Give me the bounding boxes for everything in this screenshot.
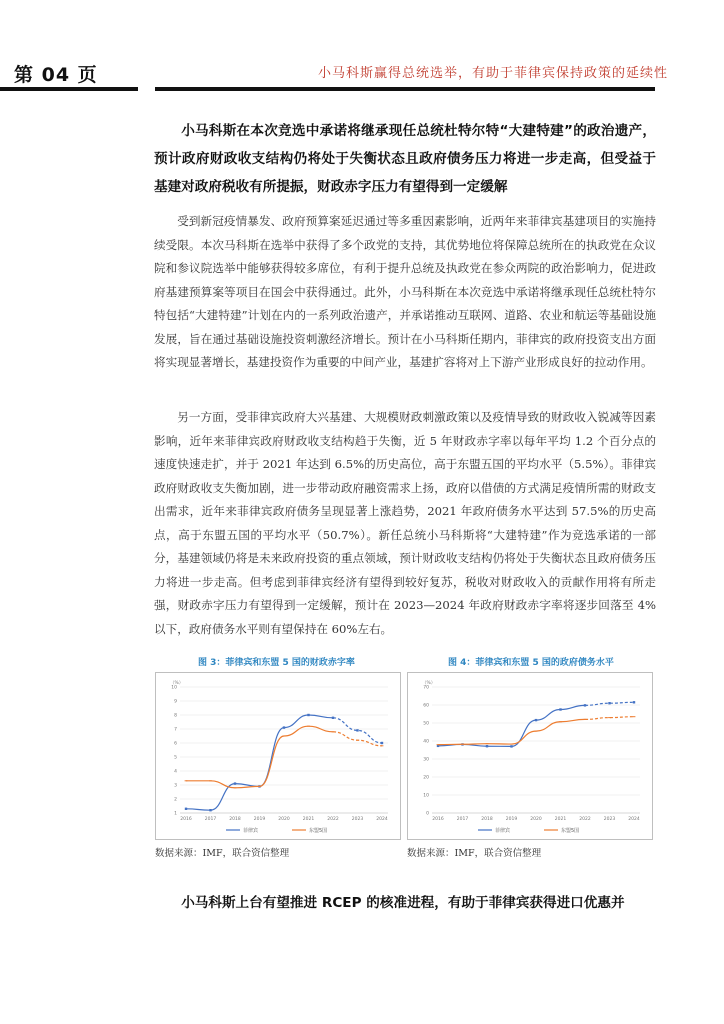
y-tick-label: 5	[174, 755, 177, 761]
data-point	[559, 708, 561, 710]
data-point	[209, 809, 211, 811]
body-paragraph: 受到新冠疫情暴发、政府预算案延迟通过等多重因素影响，近两年来菲律宾基建项目的实施持续受限。本次马科斯在选举中获得了多个政党的支持，其优势地位将保障总统所在的执政党在众议院和参议院选举中能够获得较多席位，有利于提升总统及执政党在参众两院的政治影响力，促进政府基建预算案等项目在国会中获得通过。此外，小马科斯在本次竞选中承诺将继承现任总统杜特尔特包括“大建特建”计划在内的一系列政治遗产，并承诺推动互联网、道路、农业和航运等基础设施发展，旨在通过基础设施投资刺激经济增长。预计在小马科斯任期内，菲律宾的政府投资支出方面将实现显著增长，基建投资作为重要的中间产业，基建扩容将对上下游产业形成良好的拉动作用。	[154, 214, 656, 369]
figure-3-source: 数据来源：IMF，联合资信整理	[155, 848, 290, 859]
figure-4-source: 数据来源：IMF，联合资信整理	[407, 848, 542, 859]
data-point	[283, 736, 286, 737]
legend-label: 东盟5国	[309, 827, 328, 834]
x-tick-label: 2023	[603, 817, 616, 822]
page-number: 第 04 页	[14, 64, 98, 86]
legend-label: 菲律宾	[495, 827, 511, 834]
legend-label: 菲律宾	[243, 827, 259, 834]
data-point	[185, 808, 187, 810]
data-point	[486, 743, 489, 744]
data-point	[486, 745, 488, 747]
data-point	[535, 719, 537, 721]
figure-4-chart	[407, 672, 653, 840]
x-tick-label: 2017	[204, 817, 217, 822]
data-point	[584, 719, 587, 720]
x-tick-label: 2016	[432, 817, 444, 822]
data-point	[258, 786, 261, 787]
series-forecast-1	[333, 732, 382, 746]
figure-3-chart	[155, 672, 401, 840]
y-tick-label: 7	[174, 727, 177, 733]
series-line-0	[438, 705, 585, 746]
data-point	[381, 742, 383, 744]
data-point	[234, 787, 237, 788]
y-tick-label: 30	[423, 757, 429, 763]
x-tick-label: 2018	[229, 817, 241, 822]
y-tick-label: 50	[423, 721, 429, 727]
data-point	[234, 782, 236, 784]
y-axis-label: （%）	[422, 681, 436, 686]
y-tick-label: 4	[174, 769, 177, 775]
x-tick-label: 2022	[579, 817, 591, 822]
data-point	[608, 702, 610, 704]
y-axis-label: （%）	[170, 681, 184, 686]
y-tick-label: 10	[171, 685, 177, 691]
data-point	[332, 717, 334, 719]
data-point	[209, 780, 212, 781]
x-tick-label: 2020	[530, 817, 542, 822]
body-paragraph: 另一方面，受菲律宾政府大兴基建、大规模财政刺激政策以及疫情导致的财政收入锐减等因素影响，近年来菲律宾政府财政收支结构趋于失衡，近 5 年财政赤字率以每年平均 1.2 个百分点的速度快速走扩，并于 2021 年达到 6.5%的历史高位，高于东盟五国的平均水平（5.5%）。菲律宾政府财政收支失衡加剧，进一步带动政府融资需求上扬，政府以借债的方式满足疫情所需的财政支出需求，近年来菲律宾政府债务呈现显著上涨趋势，2021 年政府债务水平达到 57.5%的历史高点，高于东盟五国的平均水平（50.7%）。新任总统小马科斯将“大建特建”作为竞选承诺的一部分，基建领域仍将是未来政府投资的重点领域，预计财政收支结构仍将处于失衡状态且政府债务压力将进一步走高。但考虑到菲律宾经济有望得到较好复苏，税收对财政收入的贡献作用将有所走强，财政赤字压力有望得到一定缓解，预计在 2023—2024 年政府财政赤字率将逐步回落至 4%以下，政府债务水平则有望保持在 60%左右。	[154, 410, 656, 636]
figure-4-title: 图 4：菲律宾和东盟 5 国的政府债务水平	[448, 658, 614, 668]
x-tick-label: 2019	[253, 817, 266, 822]
x-tick-label: 2024	[628, 817, 640, 822]
y-tick-label: 20	[423, 775, 429, 781]
x-tick-label: 2023	[351, 817, 364, 822]
x-tick-label: 2020	[278, 817, 290, 822]
data-point	[510, 744, 513, 745]
y-tick-label: 3	[174, 783, 177, 789]
x-tick-label: 2021	[554, 817, 567, 822]
debt-chart-svg	[408, 673, 652, 839]
data-point	[283, 726, 285, 728]
header-rule-left	[0, 87, 138, 91]
x-tick-label: 2024	[376, 817, 388, 822]
data-point	[461, 744, 464, 745]
x-tick-label: 2017	[456, 817, 469, 822]
y-tick-label: 70	[423, 685, 429, 691]
header-rule-right	[155, 87, 655, 91]
data-point	[510, 745, 512, 747]
data-point	[356, 740, 359, 741]
y-tick-label: 60	[423, 703, 429, 709]
data-point	[381, 745, 384, 746]
y-tick-label: 9	[174, 699, 177, 705]
x-tick-label: 2019	[505, 817, 518, 822]
data-point	[307, 726, 310, 727]
section-heading-2: 小马科斯上台有望推进 RCEP 的核准进程，有助于菲律宾获得进口优惠并	[181, 895, 625, 911]
y-tick-label: 2	[174, 797, 177, 803]
y-tick-label: 10	[423, 793, 429, 799]
y-tick-label: 0	[426, 811, 429, 817]
data-point	[608, 717, 611, 718]
legend-label: 东盟5国	[561, 827, 580, 834]
data-point	[185, 780, 188, 781]
header-title: 小马科斯赢得总统选举，有助于菲律宾保持政策的延续性	[317, 66, 668, 81]
y-tick-label: 40	[423, 739, 429, 745]
section-heading: 小马科斯在本次竞选中承诺将继承现任总统杜特尔特“大建特建”的政治遗产，预计政府财政收支结构仍将处于失衡状态且政府债务压力将进一步走高，但受益于基建对政府税收有所提振，财政赤字压力有望得到一定缓解	[154, 123, 656, 195]
data-point	[535, 731, 538, 732]
data-point	[559, 721, 562, 722]
data-point	[584, 704, 586, 706]
y-tick-label: 8	[174, 713, 177, 719]
data-point	[633, 701, 635, 703]
y-tick-label: 1	[174, 811, 177, 817]
x-tick-label: 2016	[180, 817, 192, 822]
data-point	[356, 729, 358, 731]
x-tick-label: 2021	[302, 817, 315, 822]
data-point	[307, 714, 309, 716]
y-tick-label: 6	[174, 741, 177, 747]
data-point	[332, 731, 335, 732]
data-point	[633, 716, 636, 717]
x-tick-label: 2022	[327, 817, 339, 822]
deficit-chart-svg	[156, 673, 400, 839]
data-point	[437, 744, 440, 745]
x-tick-label: 2018	[481, 817, 493, 822]
figure-3-title: 图 3：菲律宾和东盟 5 国的财政赤字率	[198, 658, 355, 668]
